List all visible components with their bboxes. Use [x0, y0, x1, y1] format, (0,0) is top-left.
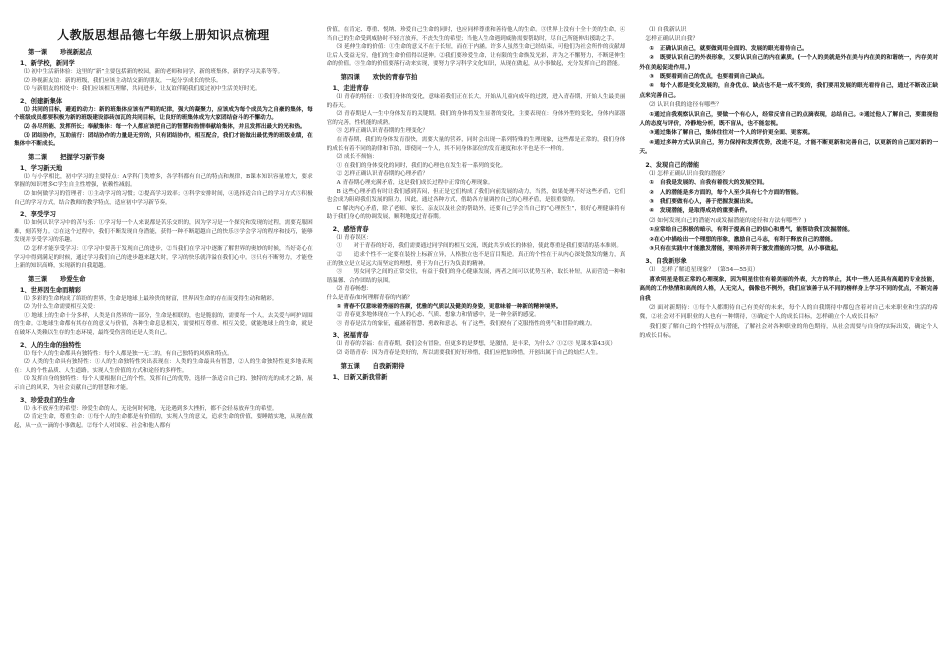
paragraph: B 这些心理矛盾有时让我们感到苦闷，但正是它们构成了我们向前发展的动力，当然，如果处理不好这些矛盾，它们也会成为阻碍我们发展的阻力，因此，通过各种方式，借助各方量调控自己的心理矛盾，是很重要的。 [326, 188, 626, 204]
paragraph: ⑵ 成长不烦恼： [336, 154, 378, 161]
paragraph: ⑴ 如何认识学习中的苦与乐：①学习每一个人来说都是苦乐交织的，因为学习是一个探究和发现的过程，需要克服困难，刻苦努力。②在这个过程中，我们不断发现自身潜能，获得一种不断超越自己的快乐③学会学习的程序和技巧，能够发现并享受学习的乐趣。 [14, 220, 313, 244]
paragraph: 什么是青春/如何理解青春的内涵？ [326, 295, 413, 302]
paragraph: ⑴ 每个人的生命都具有独特性：每个人都是独一无二的，有自己独特的风格和特点。 [24, 350, 233, 357]
paragraph: ① 青春不仅意味着秀丽的容颜，优雅的气质以及健美的身姿，更意味着一种新的精神境界。 [336, 303, 562, 310]
paragraph: C 解决内心矛盾，除了老师、家长、亲友以及社会的帮助外，还要自己学会当自己的“心理医生”，很好心理健康将有助于我们身心的协调发展，顺利地度过青春期。 [326, 205, 626, 221]
paragraph: ③通过集体了解自己，集体往往对一个人的评价更全面、更客观。 [649, 130, 814, 137]
paragraph: ⑵ 为什么生命需要相互关爱： [24, 304, 99, 311]
column-left [14, 26, 313, 672]
section-heading: 3、祝福青春 [332, 332, 369, 340]
section-heading: 2、感悟青春 [332, 225, 369, 233]
paragraph: ⑴ 怎样了解追星现象？（第54—55页） [649, 267, 759, 274]
paragraph: ⑵ 人类的生命具有独特性：①人的生命独特性突出表现在：人类的生命最具有智慧，②人的生命独特性更多地表现在：人的个性品质、人生道路。实现人生价值的方式和途径的多样性。 [14, 359, 313, 374]
section-heading: 2、发现自己的潜能 [645, 161, 700, 169]
paragraph: 怎样正确认识自我？ [639, 36, 699, 43]
paragraph: ⑶ 与新朋友的相处中：我们应该相互理解，共同进步，让友谊伴随我们度过初中生活美好时光。 [24, 86, 261, 93]
lesson-heading: 第三课 珍爱生命 [28, 274, 86, 283]
paragraph: ⑴ 初中生活新体验：这里的“新”主要包括新的校园，新的老师和同学，新的班集体，新的学习关系等等。 [24, 69, 284, 75]
paragraph: 喜欢明星是很正常的心理现象，因为明星往往有着美丽的外表，大方的举止，其中一些人还具有高超的专业技能，高尚的工作热情和高尚的人格，人无完人，偶像也不例外，我们应该善于从不同的榜样身上学习不同的优点，不断完善自我 [639, 276, 939, 302]
paragraph: ⑵ 青春畅想： [336, 286, 373, 293]
paragraph: ②在心中描绘出一个理想的形象，激励自己斗志，有利于释放自己的潜能。 [649, 236, 837, 243]
paragraph: ③ 男女同学之间的正常交往，有益于我们的身心健康发展，两者之间可以优势互补，取长补短，从而营造一种和谐温馨、合作团结的氛围。 [326, 269, 626, 284]
paragraph: ①应常给自己积极的暗示，有利于提高自己的信心和勇气，能帮助我们发掘潜能。 [649, 227, 854, 234]
paragraph: ④ 发现潜能，是取得成功的重要条件。 [649, 208, 751, 215]
paragraph: 我们要了解自己的个性特点与潜能，了解社会对各种职业的角色期待，从社会需要与自身的实际出发，确定个人的成长目标。 [639, 323, 939, 340]
paragraph: ⑶ 延伸生命的价值：①生命的意义不在于长短，而在于内涵。许多人虽然生命已经结束，可他们为社会所作的贡献却让后人受益无穷，他们的生命价值得以延伸。②我们要珍爱生命，让有限的生命焕发光彩，并为之不懈努力，不断延伸生命的价值。③生命的价值要落行动来实现，要努力学习科学文化知识，从现在做起，从小事做起，充分发挥自己的潜能。 [326, 44, 626, 68]
paragraph: ⑴ 与小学相比，初中学习的主要特点：A学科门类增多，各学科都有自己的特点和规律，B课本知识容量增大，要求掌握的知识增多C学生自主性增强，依赖性减弱。 [14, 173, 313, 189]
section-heading: 2、人的生命的独特性 [20, 341, 82, 349]
paragraph: ⑴ 青春的幸福：在青春期，我们会有冒险，但更多的是梦想，是激情，是丰采，为什么？①②③ 见课本第43页） [336, 341, 616, 348]
paragraph: ③ 怎样正确认识青春期的生理变化？ [336, 128, 428, 135]
paragraph: A 青春期心理充满矛盾，这是我们成长过程中正常的心理现象。 [336, 179, 494, 186]
paragraph: ② 人的潜能是多方面的，每个人至少具有七个方面的智能。 [649, 189, 803, 196]
paragraph: ③ 我们要做有心人，善于把握发掘出来。 [649, 198, 757, 205]
paragraph: ③ 既要看到自己的优点，也要看到自己缺点。 [649, 74, 768, 81]
paragraph: ⑵ 青春期是人一生中身体发育的关键期。我们的身体将发生显著的变化，主要表现在：身体外型的变化，身体内部器官的完善，性机能的成熟。 [326, 111, 626, 126]
paragraph: ⑵ 如何做学习的管理者：①主动学习的习惯；②提高学习效率；③科学安排时间，④选择适合自己的学习方式⑤积极自己的学习方式，结合教师的教学特点，适应初中学习新节奏。 [14, 190, 313, 206]
paragraph: ③只有在实践中才能激发潜能，要培养并利于激发潜能的习惯，从小事做起。 [649, 245, 842, 252]
paragraph: ④通过多种方式认识自己，努力保持和发挥优势，改进不足，才能不断更新和完善自己，以更新的自己面对新的一天。 [639, 139, 939, 156]
section-heading: 1、新学校，新同学 [20, 60, 75, 67]
paragraph: ⑴ 青春误区： [336, 234, 373, 241]
paragraph: ①通过自我观察认识自己，要做一个有心人，经常反省自己的点滴表现，总结自己。②通过他人了解自己，要重视他人的态度与评价，冷静地分析，既不盲从，也不能忽视。 [639, 111, 939, 128]
lesson-heading: 第一课 珍视新起点 [28, 48, 92, 56]
section-heading: 1、走进青春 [332, 84, 369, 92]
paragraph: ② 青春更多地体现在一个人的心态、气质、想象力和情感中，是一种全新的感觉。 [336, 312, 540, 319]
paragraph: ② 怎样正确认识青春期的心理矛盾？ [336, 171, 428, 178]
paragraph: ② 追求个性不一定要在装扮上标新立异，人格独立也不是盲目叛逆。真正的个性在于从内心深处散发的魅力，真正的独立是立足远大而坚定的理想，勇于为自己行为负责的精神。 [326, 252, 626, 267]
paragraph: ① 自我是发展的、自我有着很大的发展空间。 [649, 180, 768, 187]
paragraph: ⑵ 面对新期待：①每个人都期待自己有美好的未来，每个人的自我期待中都包含着对自己未来职业和生活的希冀，②社会对不同职业的人也有一种期待，③确定个人的成长目标，怎样确立个人成长目标？ [639, 304, 939, 321]
paragraph: ① 正确认识自己，就要做到用全面的、发展的眼光看待自己。 [649, 45, 808, 52]
paragraph: ⑵ 认识自我的途径有哪些？ [649, 102, 722, 109]
lesson-heading: 第五课 自我新期待 [340, 361, 405, 370]
section-heading: 2、创建新集体 [20, 97, 63, 105]
column-middle-flow [327, 26, 626, 381]
column-right [639, 26, 938, 672]
column-left-flow [14, 47, 313, 430]
paragraph: ⑵ 各尽所能、发挥所长；奉献集体：每一个人都应该把自己的智慧和热情奉献给集体，并且发挥出最大的光和热。 [24, 123, 306, 130]
paragraph: ① 在我们的身体变化的同时，我们的心理也在发生着一系列的变化。 [336, 162, 507, 169]
section-heading: 2、享受学习 [20, 211, 56, 219]
column-right-flow [639, 26, 938, 342]
section-heading: 1、日新又新我常新 [332, 373, 388, 381]
paragraph: ⑵ 珍视新友谊：新的班级，我们应该主动结交新的朋友，一起分享成长的快乐。 [24, 77, 222, 84]
paragraph: ⑵ 肯定生命，尊重生命：①每个人的生命都是有价值的，实现人生的意义，追求生命的价值，要睡踏实地，从现在做起，从一点一滴的小事做起。②每个人对国家、社会和他人都有 [14, 414, 313, 429]
section-heading: 3、自我新形象 [645, 258, 687, 266]
paragraph: 在青春期，我们的身体发育很快，需要大量的营养，同时会出现一系列特殊的生理现象，这些都是正常的，我们身体的成长有着不同的韵律和节拍，即使同一个人，其不同身体部位的发育速度和水平也是不一样的。 [326, 136, 626, 152]
paragraph: ⑶ 团结协作，互助前行：团结协作的力量是无穷的，只有团结协作，相互配合，我们才能做出最优秀的班级业绩，在集体中不断成长。 [14, 132, 313, 148]
paragraph: ② 既要认识自己的外表形象，又要认识自己的内在素质。(一个人的美就是外在美与内在美的和谐统一，内存美对外在美起促进作用。) [639, 55, 939, 71]
lesson-heading: 第二课 把握学习新节奏 [28, 152, 105, 161]
paragraph: ⑵ 怎样才能享受学习：①学习中要善于发现自己的进步，②当我们在学习中逐渐了解世界的奥妙的时候，当好奇心在学习中得到满足的时候，通过学习我们自己的进步越来越大时，学习的快乐就洋溢在我们心中。③只有不断努力，才能登上新的知识高峰，实现新的自我超越。 [14, 245, 313, 270]
paragraph: ① 对于青春的好奇，我们需要通过同学间的相互交流，既此共享成长的体验，使此尊重是我们要请的基本准则。 [336, 243, 622, 250]
paragraph: ① 地球上的生命十分多样，人类是自然界的一部分，生命是相联的，也是脆弱的，需要每一个人，去关爱与呵护周围的生命。②地球生命都有其存在的意义与价值，各种生命息息相关，需要相互尊重、相互关爱，就能地球上的生命，就是在破坏人类赖以生存的生态环境，最终受伤害的还是人类自己。 [14, 312, 313, 337]
paragraph: ⑴ 多彩的生命构成了缤纷的世界，生命是地球上最珍贵的财富，世界因生命的存在而变得生动和精彩。 [24, 295, 278, 302]
paragraph: 价值，在肯定、尊重、悦纳、珍爱自己生命的同时，也应同样尊重和善待他人的生命。③世界上没有十全十美的生命，④当自己的生命受到威胁时不轻言放弃，不丧失生的希望；当他人生命遇到威胁需要帮助时，尽自己所能伸出援助之手。 [326, 27, 626, 42]
document-title: 人教版思想品德七年级上册知识点梳理 [57, 28, 270, 42]
section-heading: 3、珍爱我们的生命 [20, 396, 75, 404]
paragraph: ⑶ 发挥自身的独特性：每个人要根据自己的个性，发挥自己的优势，选择一条适合自己的、独特的光的成才之路，展示自己的风采，为社会贡献自己的智慧和才能。 [14, 376, 313, 392]
section-heading: 1、学习新天地 [20, 164, 63, 172]
lesson-heading: 第四课 欢快的青春节拍 [340, 72, 418, 81]
paragraph: ⑴ 青春的特征：①我们身体的变化，意味着我们正在长大，开始从儿童向成年的过渡，进入青春期，开始人生最美丽的春天。 [326, 93, 626, 109]
paragraph: ⑴ 自我新认识 [649, 27, 687, 33]
paragraph: ⑴ 永不放弃生的希望：珍爱生命的人，无论何时何地，无论遇到多大挫折，都不会轻易放弃生的希望。 [24, 405, 278, 412]
paragraph: ④ 每个人都是变化发展的，自身优点、缺点也不是一成不变的，我们要用发展的眼光看待自己，通过不断改正缺点来完善自己。 [639, 83, 939, 99]
paragraph: ③ 青春是活力的象征，蕴涵着智慧、勇敢和意志，有了这些，我们便有了克服惰性的勇气和冒险的魄力。 [336, 320, 596, 327]
paragraph: ⑴ 共同的目标，避逅的动力：新的班集体应该有严明的纪律，强大的凝聚力，应该成为每个成员为之自豪的集体，每个班级成员都要积极为新的班级建设添砖加瓦的共同目标，让良好的班集体成为大家团结奋斗的不懈动力。 [14, 106, 313, 122]
paragraph: ⑵ 如何发现自己的潜能?(或发掘潜能的途径和方法有哪些？) [649, 217, 807, 224]
section-heading: 1、世界因生命而精彩 [20, 286, 82, 294]
paragraph: ⑴ 怎样正确认识自我的潜能？ [649, 170, 728, 177]
paragraph: ⑵ 奇谐青春：因为青春是美好的，所以需要我们好好珍惜，我们应把加珍惜，开创出属于自己的灿烂人生。 [336, 350, 602, 356]
column-middle [327, 26, 626, 672]
